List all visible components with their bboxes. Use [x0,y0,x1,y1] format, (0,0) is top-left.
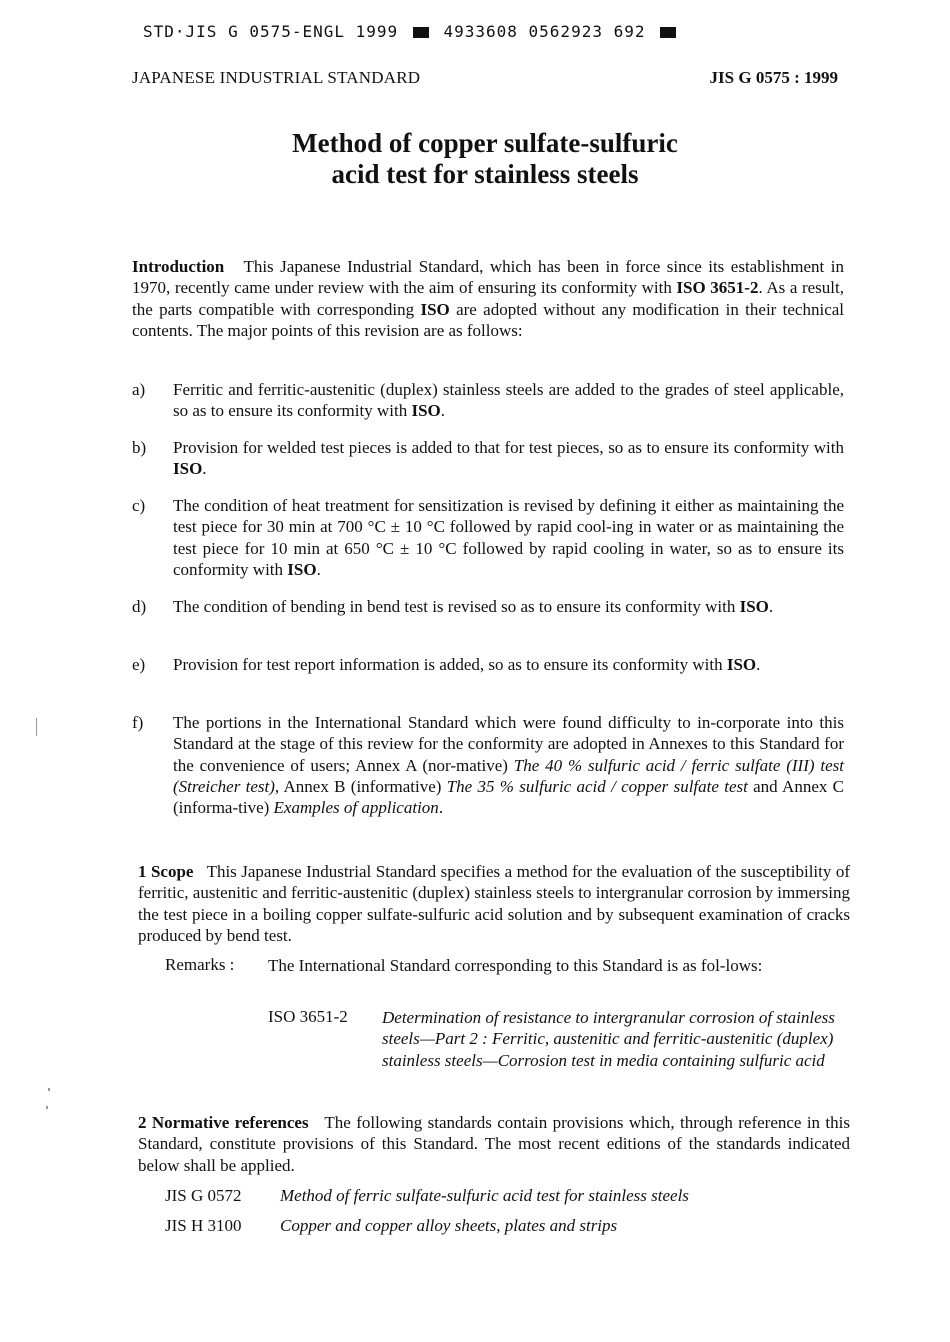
normative-references-section [138,1112,850,1176]
iso-code: ISO 3651-2 [268,1007,348,1026]
list-label: a) [132,380,146,399]
iso-reference: ISO 3651-2 [676,278,759,298]
title-line: acid test for stainless steels [331,159,639,189]
title-line: Method of copper sulfate-sulfuric [292,128,678,158]
list-text: The condition of bending in bend test is revised so as to ensure its conformity with [173,597,736,616]
list-text: Provision for welded test pieces is added to that for test pieces, so as to ensure its conformity with [173,438,844,457]
punct: . [756,655,761,674]
scope-section [138,861,850,946]
list-item [132,495,844,580]
iso-title-text: Determination of resistance to intergranular corrosion of stainless steels—Part 2 : Ferritic, austenitic and ferritic-austenitic (duplex) stainless steels—Corrosion test in media containing sulfuric acid [382,1008,835,1070]
list-text: The portions in the International Standard which were found difficulty to in-corporate into this Standard at the stage of this review for the conformity are adopted in Annexes to this Standard for the convenience of users; Annex A (nor-mative) [173,713,844,775]
annex-c-title: Examples of application [273,798,439,818]
stamp-id: STD·JIS G 0575-ENGL 1999 [143,22,399,41]
scope-heading: 1 Scope [138,862,194,881]
introduction-paragraph [132,256,844,341]
introduction-heading: Introduction [132,257,225,276]
iso-word: ISO [739,597,769,616]
annex-a-title: The 40 % sulfuric acid / ferric sulfate (III) test (Streicher test) [173,755,844,796]
normative-heading: 2 Normative references [138,1113,309,1132]
punct: . [768,597,774,616]
list-label: b) [132,438,147,457]
list-item [132,654,844,675]
intro-text: . As a result, the parts compatible with corresponding [132,278,844,319]
intro-text: This Japanese Industrial Standard, which has been in force since its establishment in 1970, recently came under review with the aim of ensuring its conformity with [132,257,844,298]
punct: . [316,559,321,579]
reference-title: Copper and copper alloy sheets, plates and strips [280,1216,618,1235]
header-standard-number: JIS G 0575 : 1999 [709,68,838,87]
list-text: The condition of heat treatment for sensitization is revised by defining it either as maintaining the test piece for 30 min at 700 °C ± 10 °C followed by rapid cool-ing in water or as maintaining the test piece for 10 min at 650 °C ± 10 °C followed by rapid cooling in water, so as to ensure its conformity with [173,496,844,579]
punct: . [438,798,444,818]
list-label: d) [132,597,147,616]
scope-text: This Japanese Industrial Standard specifies a method for the evaluation of the susceptibility of ferritic, austenitic and ferritic-austenitic (duplex) stainless steels to intergranular corrosion by immersing the test piece in a boiling copper sulfate-sulfuric acid solution and by subsequent examination of cracks produced by bend test. [138,862,850,945]
document-stamp [143,22,783,41]
list-label: c) [132,496,146,515]
list-item [132,437,844,480]
intro-text: are adopted without any modification in their technical contents. The major points of this revision are as follows: [132,299,845,340]
punct: . [202,459,207,479]
remarks-label: Remarks : [165,955,235,974]
scan-mark [36,718,37,736]
list-label: e) [132,655,146,674]
iso-title [382,1007,856,1071]
list-text: Provision for test report information is added, so as to ensure its conformity with [173,655,723,674]
punct: . [440,401,445,421]
annex-b-title: The 35 % sulfuric acid / copper sulfate test [446,776,748,796]
reference-code: JIS G 0572 [165,1186,242,1205]
list-label: f) [132,713,144,732]
remarks-text: The International Standard corresponding to this Standard is as fol-lows: [268,956,763,975]
page-title [0,128,950,190]
list-item [132,596,844,617]
list-item [132,379,844,422]
scan-mark [46,1106,48,1109]
scan-mark [48,1088,50,1091]
list-text: and Annex C (informa-tive) [173,776,845,818]
iso-word: ISO [411,401,441,421]
normative-text: The following standards contain provisions which, through reference in this Standard, constitute provisions of this Standard. The most recent editions of the standards indicated below shall be applied. [138,1113,850,1175]
iso-word: ISO [173,459,203,479]
reference-code: JIS H 3100 [165,1216,242,1235]
stamp-block [413,27,429,38]
list-text: , Annex B (informative) [274,776,442,796]
list-text: Ferritic and ferritic-austenitic (duplex) stainless steels are added to the grades of steel applicable, so as to ensure its conformity with [173,380,844,421]
stamp-block [660,27,676,38]
reference-title: Method of ferric sulfate-sulfuric acid test for stainless steels [280,1186,689,1205]
iso-word: ISO [726,655,757,674]
header-standard-name: JAPANESE INDUSTRIAL STANDARD [132,68,421,87]
list-item [132,712,844,818]
iso-word: ISO [287,559,317,579]
iso-word: ISO [420,299,450,319]
stamp-code: 4933608 0562923 692 [443,22,646,41]
